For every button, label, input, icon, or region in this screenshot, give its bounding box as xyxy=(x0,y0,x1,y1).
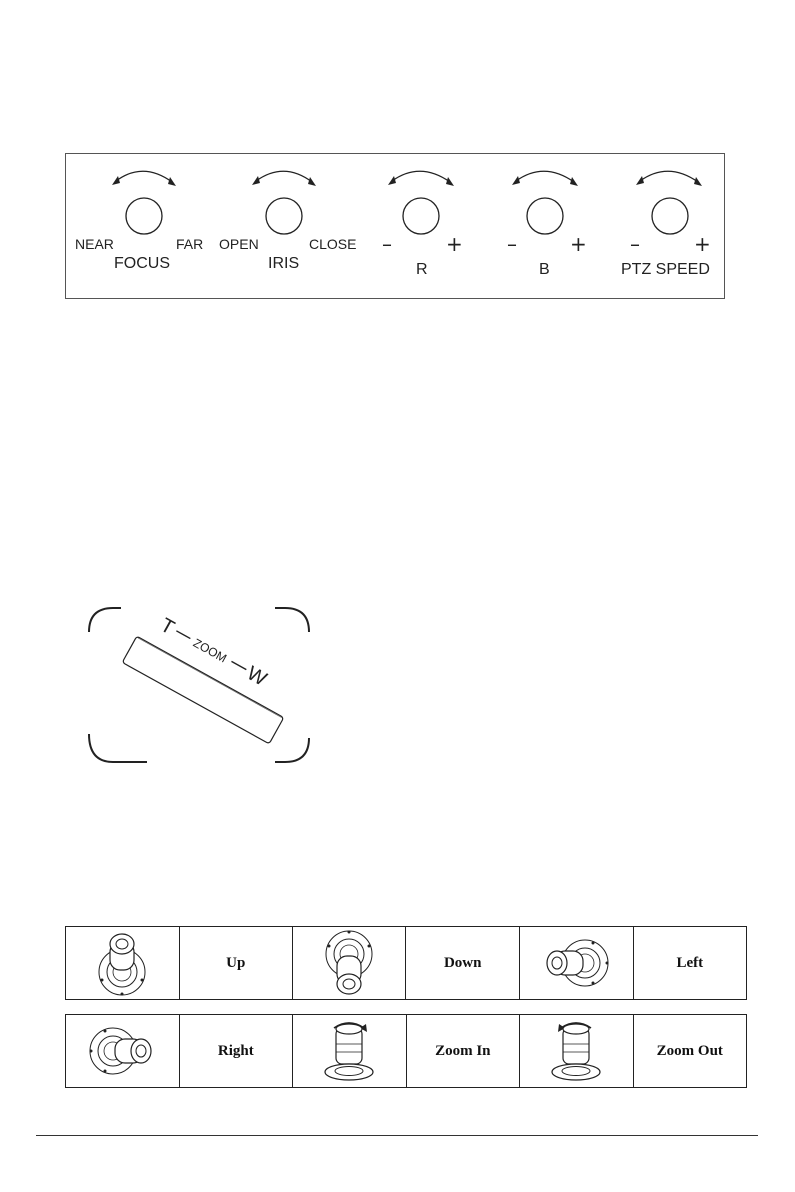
rotation-arrow-icon xyxy=(208,154,348,300)
b-label: B xyxy=(539,261,550,278)
joystick-up-cell xyxy=(66,927,180,1000)
joystick-up-icon xyxy=(92,928,152,998)
joystick-zoom-in-cell xyxy=(293,1015,407,1088)
zoom-rocker-diagram xyxy=(85,602,315,768)
ptz-speed-knob[interactable] xyxy=(614,154,754,300)
ptz-plus-label: + xyxy=(694,232,711,256)
focus-left-label: NEAR xyxy=(75,236,114,252)
focus-right-label: FAR xyxy=(176,236,204,252)
joystick-right-cell xyxy=(66,1015,180,1088)
focus-knob[interactable] xyxy=(66,154,206,300)
r-minus-label: – xyxy=(382,232,392,256)
iris-knob[interactable] xyxy=(208,154,357,300)
zoom-t-label: T xyxy=(156,614,178,640)
joystick-left-icon xyxy=(541,933,611,993)
right-label: Right xyxy=(217,1043,254,1059)
zoom-w-label: W xyxy=(243,662,271,691)
joystick-zoom-out-cell xyxy=(520,1015,634,1088)
footer-divider xyxy=(36,1135,758,1136)
focus-label: FOCUS xyxy=(114,255,170,272)
iris-label: IRIS xyxy=(268,255,300,272)
b-plus-label: + xyxy=(570,232,587,256)
r-plus-label: + xyxy=(446,232,463,256)
zoom-in-label-cell xyxy=(406,1015,519,1088)
up-label-cell xyxy=(179,927,292,1000)
down-label-cell xyxy=(406,927,519,1000)
up-label: Up xyxy=(226,955,246,971)
zoom-out-label: Zoom Out xyxy=(656,1043,723,1059)
ptz-minus-label: – xyxy=(630,232,640,256)
joystick-zoom-out-icon xyxy=(546,1016,606,1086)
rotation-arrow-icon xyxy=(66,154,206,300)
left-label-cell xyxy=(633,927,746,1000)
zoom-label: ZOOM xyxy=(190,635,230,666)
b-knob[interactable] xyxy=(490,154,630,300)
zoom-in-label: Zoom In xyxy=(435,1043,491,1059)
joystick-zoom-in-icon xyxy=(319,1016,379,1086)
right-label-cell xyxy=(179,1015,292,1088)
rotation-arrow-icon xyxy=(366,154,506,300)
ptz-speed-label: PTZ SPEED xyxy=(621,261,710,278)
joystick-table-row1 xyxy=(65,926,747,1000)
iris-right-label: CLOSE xyxy=(309,236,357,252)
b-minus-label: – xyxy=(507,232,517,256)
joystick-table-row2 xyxy=(65,1014,747,1088)
joystick-right-icon xyxy=(87,1021,157,1081)
joystick-left-cell xyxy=(519,927,633,1000)
r-knob[interactable] xyxy=(366,154,506,300)
zoom-out-label-cell xyxy=(633,1015,746,1088)
joystick-down-cell xyxy=(292,927,406,1000)
rotation-arrow-icon xyxy=(490,154,630,300)
r-label: R xyxy=(416,261,428,278)
knob-panel xyxy=(65,153,725,299)
down-label: Down xyxy=(443,955,482,971)
iris-left-label: OPEN xyxy=(219,236,259,252)
joystick-down-icon xyxy=(319,928,379,998)
zoom-rocker-panel xyxy=(85,602,315,768)
left-label: Left xyxy=(676,955,704,971)
